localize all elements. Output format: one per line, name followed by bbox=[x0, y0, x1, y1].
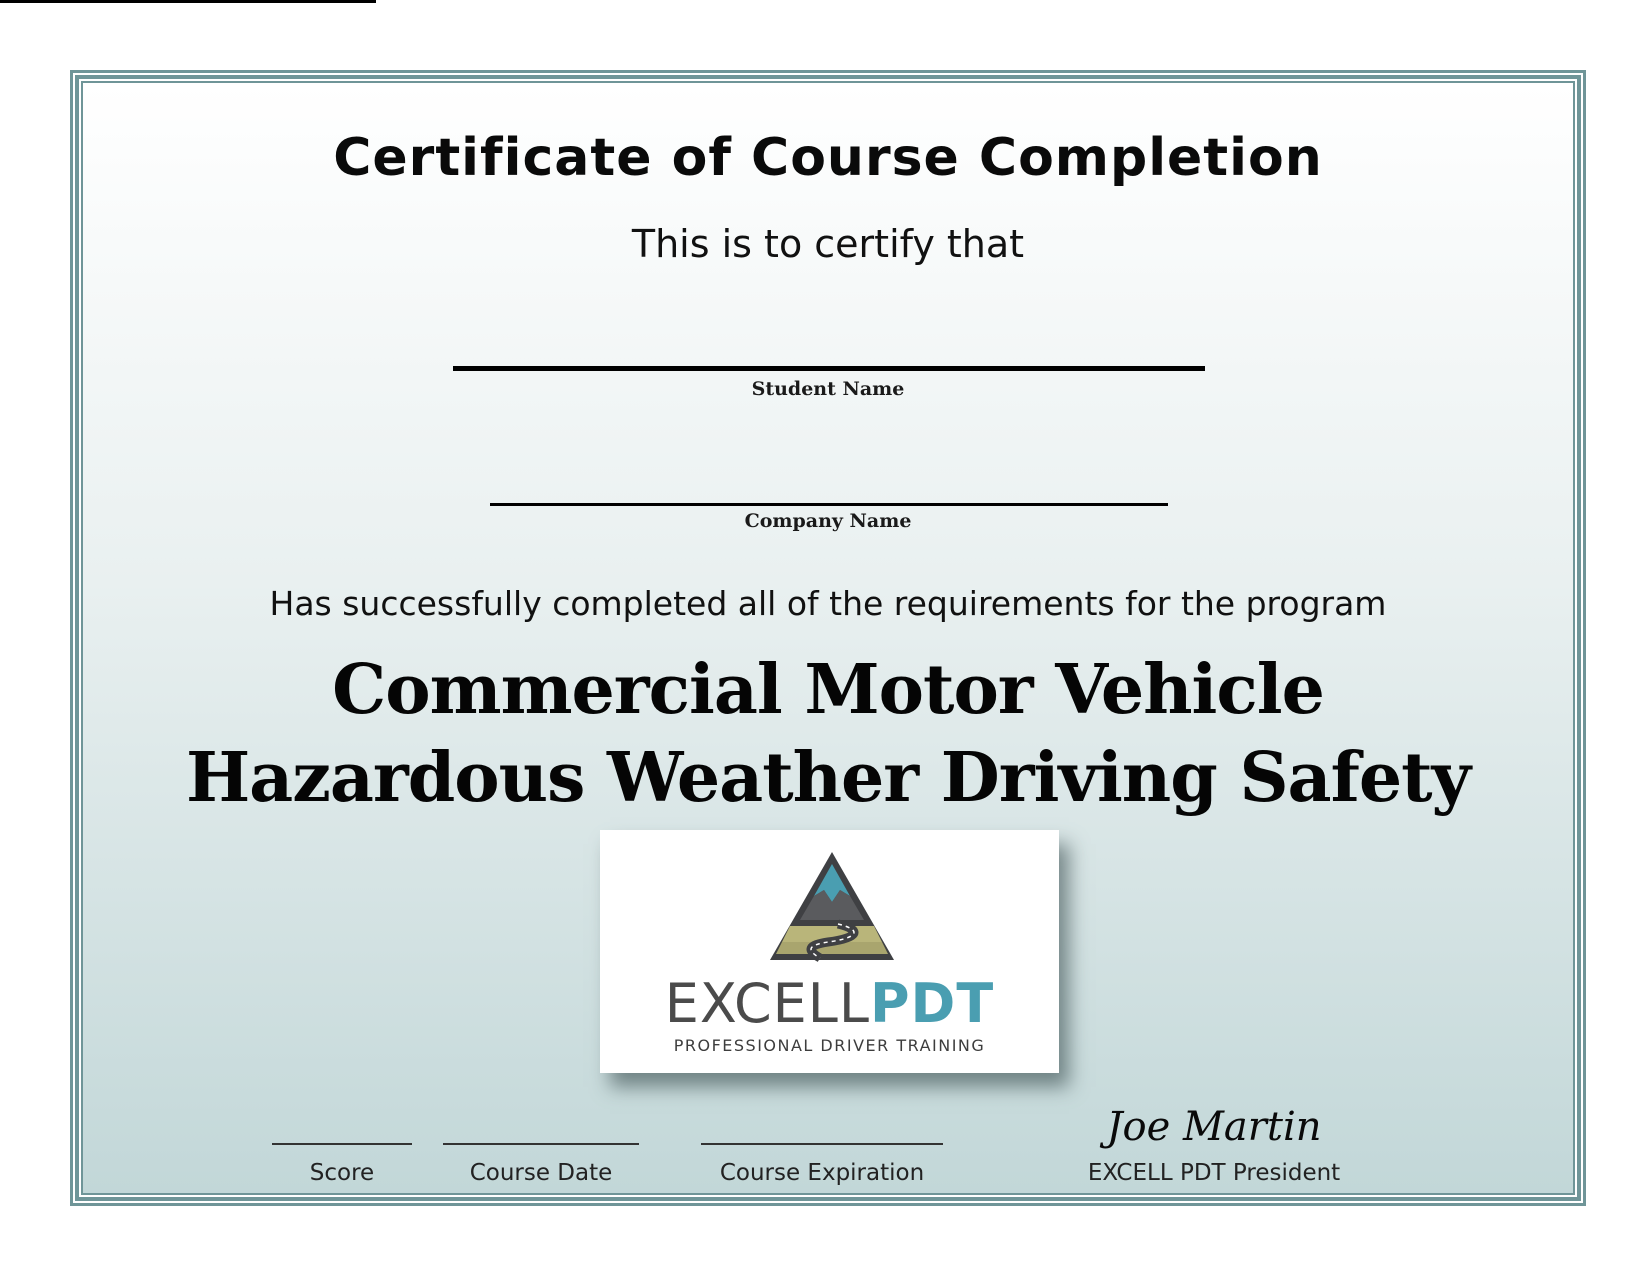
logo-word-excell: EXCELL bbox=[664, 972, 870, 1035]
logo-word-pdt: PDT bbox=[869, 972, 995, 1035]
company-name-label: Company Name bbox=[744, 510, 912, 532]
course-date-label: Course Date bbox=[469, 1160, 613, 1186]
course-expiration-line bbox=[701, 1143, 943, 1145]
president-signature-line bbox=[0, 0, 376, 3]
course-date-line bbox=[443, 1143, 639, 1145]
program-title-line-2: Hazardous Weather Driving Safety bbox=[185, 738, 1471, 818]
mountain-road-icon bbox=[768, 850, 896, 962]
logo-wordmark bbox=[600, 972, 1059, 1035]
company-logo bbox=[600, 830, 1059, 1073]
course-expiration-label: Course Expiration bbox=[719, 1160, 925, 1186]
president-signature: Joe Martin bbox=[1106, 1104, 1322, 1150]
program-title-line-1: Commercial Motor Vehicle bbox=[332, 650, 1324, 730]
completion-statement: Has successfully completed all of the requirements for the program bbox=[269, 584, 1387, 623]
student-name-line bbox=[453, 366, 1205, 371]
logo-tagline: PROFESSIONAL DRIVER TRAINING bbox=[673, 1036, 986, 1055]
student-name-label: Student Name bbox=[751, 378, 905, 400]
score-label: Score bbox=[309, 1160, 375, 1186]
company-name-line bbox=[490, 503, 1168, 506]
score-line bbox=[272, 1143, 412, 1145]
certificate-title: Certificate of Course Completion bbox=[333, 128, 1323, 188]
certify-text: This is to certify that bbox=[631, 222, 1025, 266]
president-title-label: EXCELL PDT President bbox=[1087, 1160, 1341, 1186]
